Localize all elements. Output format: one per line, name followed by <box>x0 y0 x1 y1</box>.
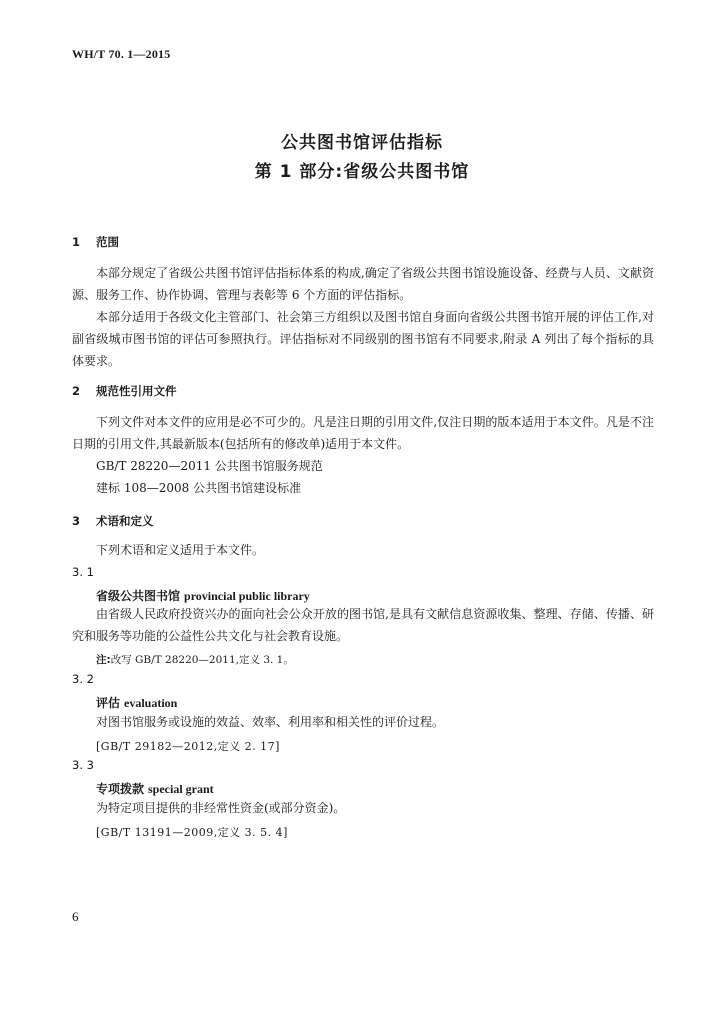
section-title: 范围 <box>96 235 119 249</box>
term-title <box>96 587 310 604</box>
term-chinese: 评估 <box>96 696 121 710</box>
document-subtitle: 第 1 部分:省级公共图书馆 <box>254 162 470 182</box>
term-definition: 为特定项目提供的非经常性资金(或部分资金)。 <box>96 801 346 815</box>
term-definition: 由省级人民政府投资兴办的面向社会公众开放的图书馆,是具有文献信息资源收集、整理、存储、传播、研究和服务等功能的公益性公共文化与社会教育设施。 <box>72 607 654 643</box>
term-source: [GB/T 13191—2009,定义 3. 5. 4] <box>96 826 288 839</box>
section-number: 2 <box>72 384 81 398</box>
section-3-heading <box>72 513 154 529</box>
scope-paragraph-2: 本部分适用于各级文化主管部门、社会第三方组织以及图书馆自身面向省级公共图书馆开展的评估工作,对副省级城市图书馆的评估可参照执行。评估指标对不同级别的图书馆有不同要求,附录 A 列出了每个指标的具体要求。 <box>72 310 654 368</box>
term-chinese: 省级公共图书馆 <box>96 589 181 603</box>
section-number: 1 <box>72 235 81 249</box>
page-number: 6 <box>72 909 79 924</box>
section-title: 规范性引用文件 <box>96 384 177 398</box>
term-number: 3. 3 <box>72 758 94 772</box>
terms-intro: 下列术语和定义适用于本文件。 <box>96 543 265 557</box>
standard-code: WH/T 70. 1—2015 <box>72 47 171 61</box>
term-english: provincial public library <box>184 589 310 603</box>
term-english: special grant <box>148 782 214 796</box>
term-note <box>96 652 294 667</box>
term-definition: 对图书馆服务或设施的效益、效率、利用率和相关性的评价过程。 <box>96 715 445 729</box>
document-title: 公共图书馆评估指标 <box>281 133 443 153</box>
note-label: 注: <box>96 654 111 666</box>
section-title: 术语和定义 <box>96 514 154 528</box>
reference-item: 建标 108—2008 公共图书馆建设标准 <box>96 481 302 495</box>
term-title <box>96 780 214 797</box>
scope-paragraph-1: 本部分规定了省级公共图书馆评估指标体系的构成,确定了省级公共图书馆设施设备、经费与人员、文献资源、服务工作、协作协调、管理与表彰等 6 个方面的评估指标。 <box>72 266 654 302</box>
references-paragraph: 下列文件对本文件的应用是必不可少的。凡是注日期的引用文件,仅注日期的版本适用于本文件。凡是不注日期的引用文件,其最新版本(包括所有的修改单)适用于本文件。 <box>72 415 654 451</box>
section-2-heading <box>72 383 177 399</box>
term-source: [GB/T 29182—2012,定义 2. 17] <box>96 740 280 753</box>
note-text: 改写 GB/T 28220—2011,定义 3. 1。 <box>110 654 294 666</box>
term-title <box>96 694 177 711</box>
term-number: 3. 1 <box>72 565 94 579</box>
section-number: 3 <box>72 514 81 528</box>
section-1-heading <box>72 234 119 250</box>
term-number: 3. 2 <box>72 672 94 686</box>
reference-item: GB/T 28220—2011 公共图书馆服务规范 <box>96 459 323 473</box>
term-english: evaluation <box>124 696 178 710</box>
term-chinese: 专项拨款 <box>96 782 145 796</box>
